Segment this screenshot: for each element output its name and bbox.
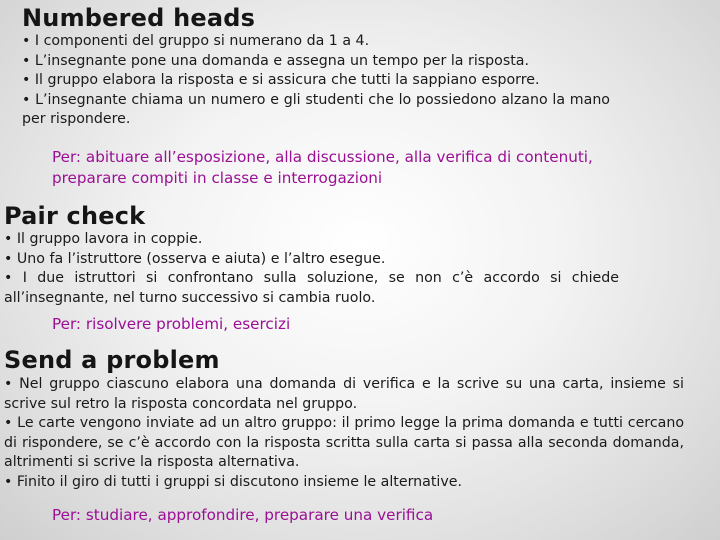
list-item: • Uno fa l’istruttore (osserva e aiuta) e l’altro esegue.	[4, 250, 386, 267]
pair-check-list	[4, 230, 619, 308]
section-title-send-a-problem: Send a problem	[4, 346, 220, 374]
list-item: • Il gruppo lavora in coppie.	[4, 231, 203, 247]
list-item: • I componenti del gruppo si numerano da 1 a 4.	[22, 33, 370, 49]
section-title-numbered-heads: Numbered heads	[22, 4, 256, 32]
list-item: • Le carte vengono inviate ad un altro gruppo: il primo legge la prima domanda e tutti cercano di rispondere, se c’è accordo con la risposta scritta sulla carta si passa alla seconda domanda, altrimenti si scrive la risposta alternativa.	[4, 415, 684, 470]
list-item: • L’insegnante chiama un numero e gli studenti che lo possiedono alzano la mano per rispondere.	[22, 91, 610, 127]
list-item: • Finito il giro di tutti i gruppi si discutono insieme le alternative.	[4, 473, 462, 490]
numbered-heads-list	[22, 32, 610, 130]
list-item: • L’insegnante pone una domanda e assegna un tempo per la risposta.	[22, 52, 530, 69]
list-item: • Nel gruppo ciascuno elabora una domanda di verifica e la scrive su una carta, insieme si scrive sul retro la risposta concordata nel gruppo.	[4, 376, 684, 412]
list-item: • I due istruttori si confrontano sulla soluzione, se non c’è accordo si chiede all’insegnante, nel turno successivo si cambia ruolo.	[4, 270, 619, 306]
section-title-pair-check: Pair check	[4, 202, 146, 230]
pair-check-purpose: Per: risolvere problemi, esercizi	[52, 315, 291, 333]
send-a-problem-list	[4, 375, 684, 492]
list-item: • Il gruppo elabora la risposta e si assicura che tutti la sappiano esporre.	[22, 72, 540, 88]
send-a-problem-purpose: Per: studiare, approfondire, preparare una verifica	[52, 506, 434, 524]
numbered-heads-purpose: Per: abituare all’esposizione, alla discussione, alla verifica di contenuti, preparare compiti in classe e interrogazioni	[52, 148, 593, 187]
